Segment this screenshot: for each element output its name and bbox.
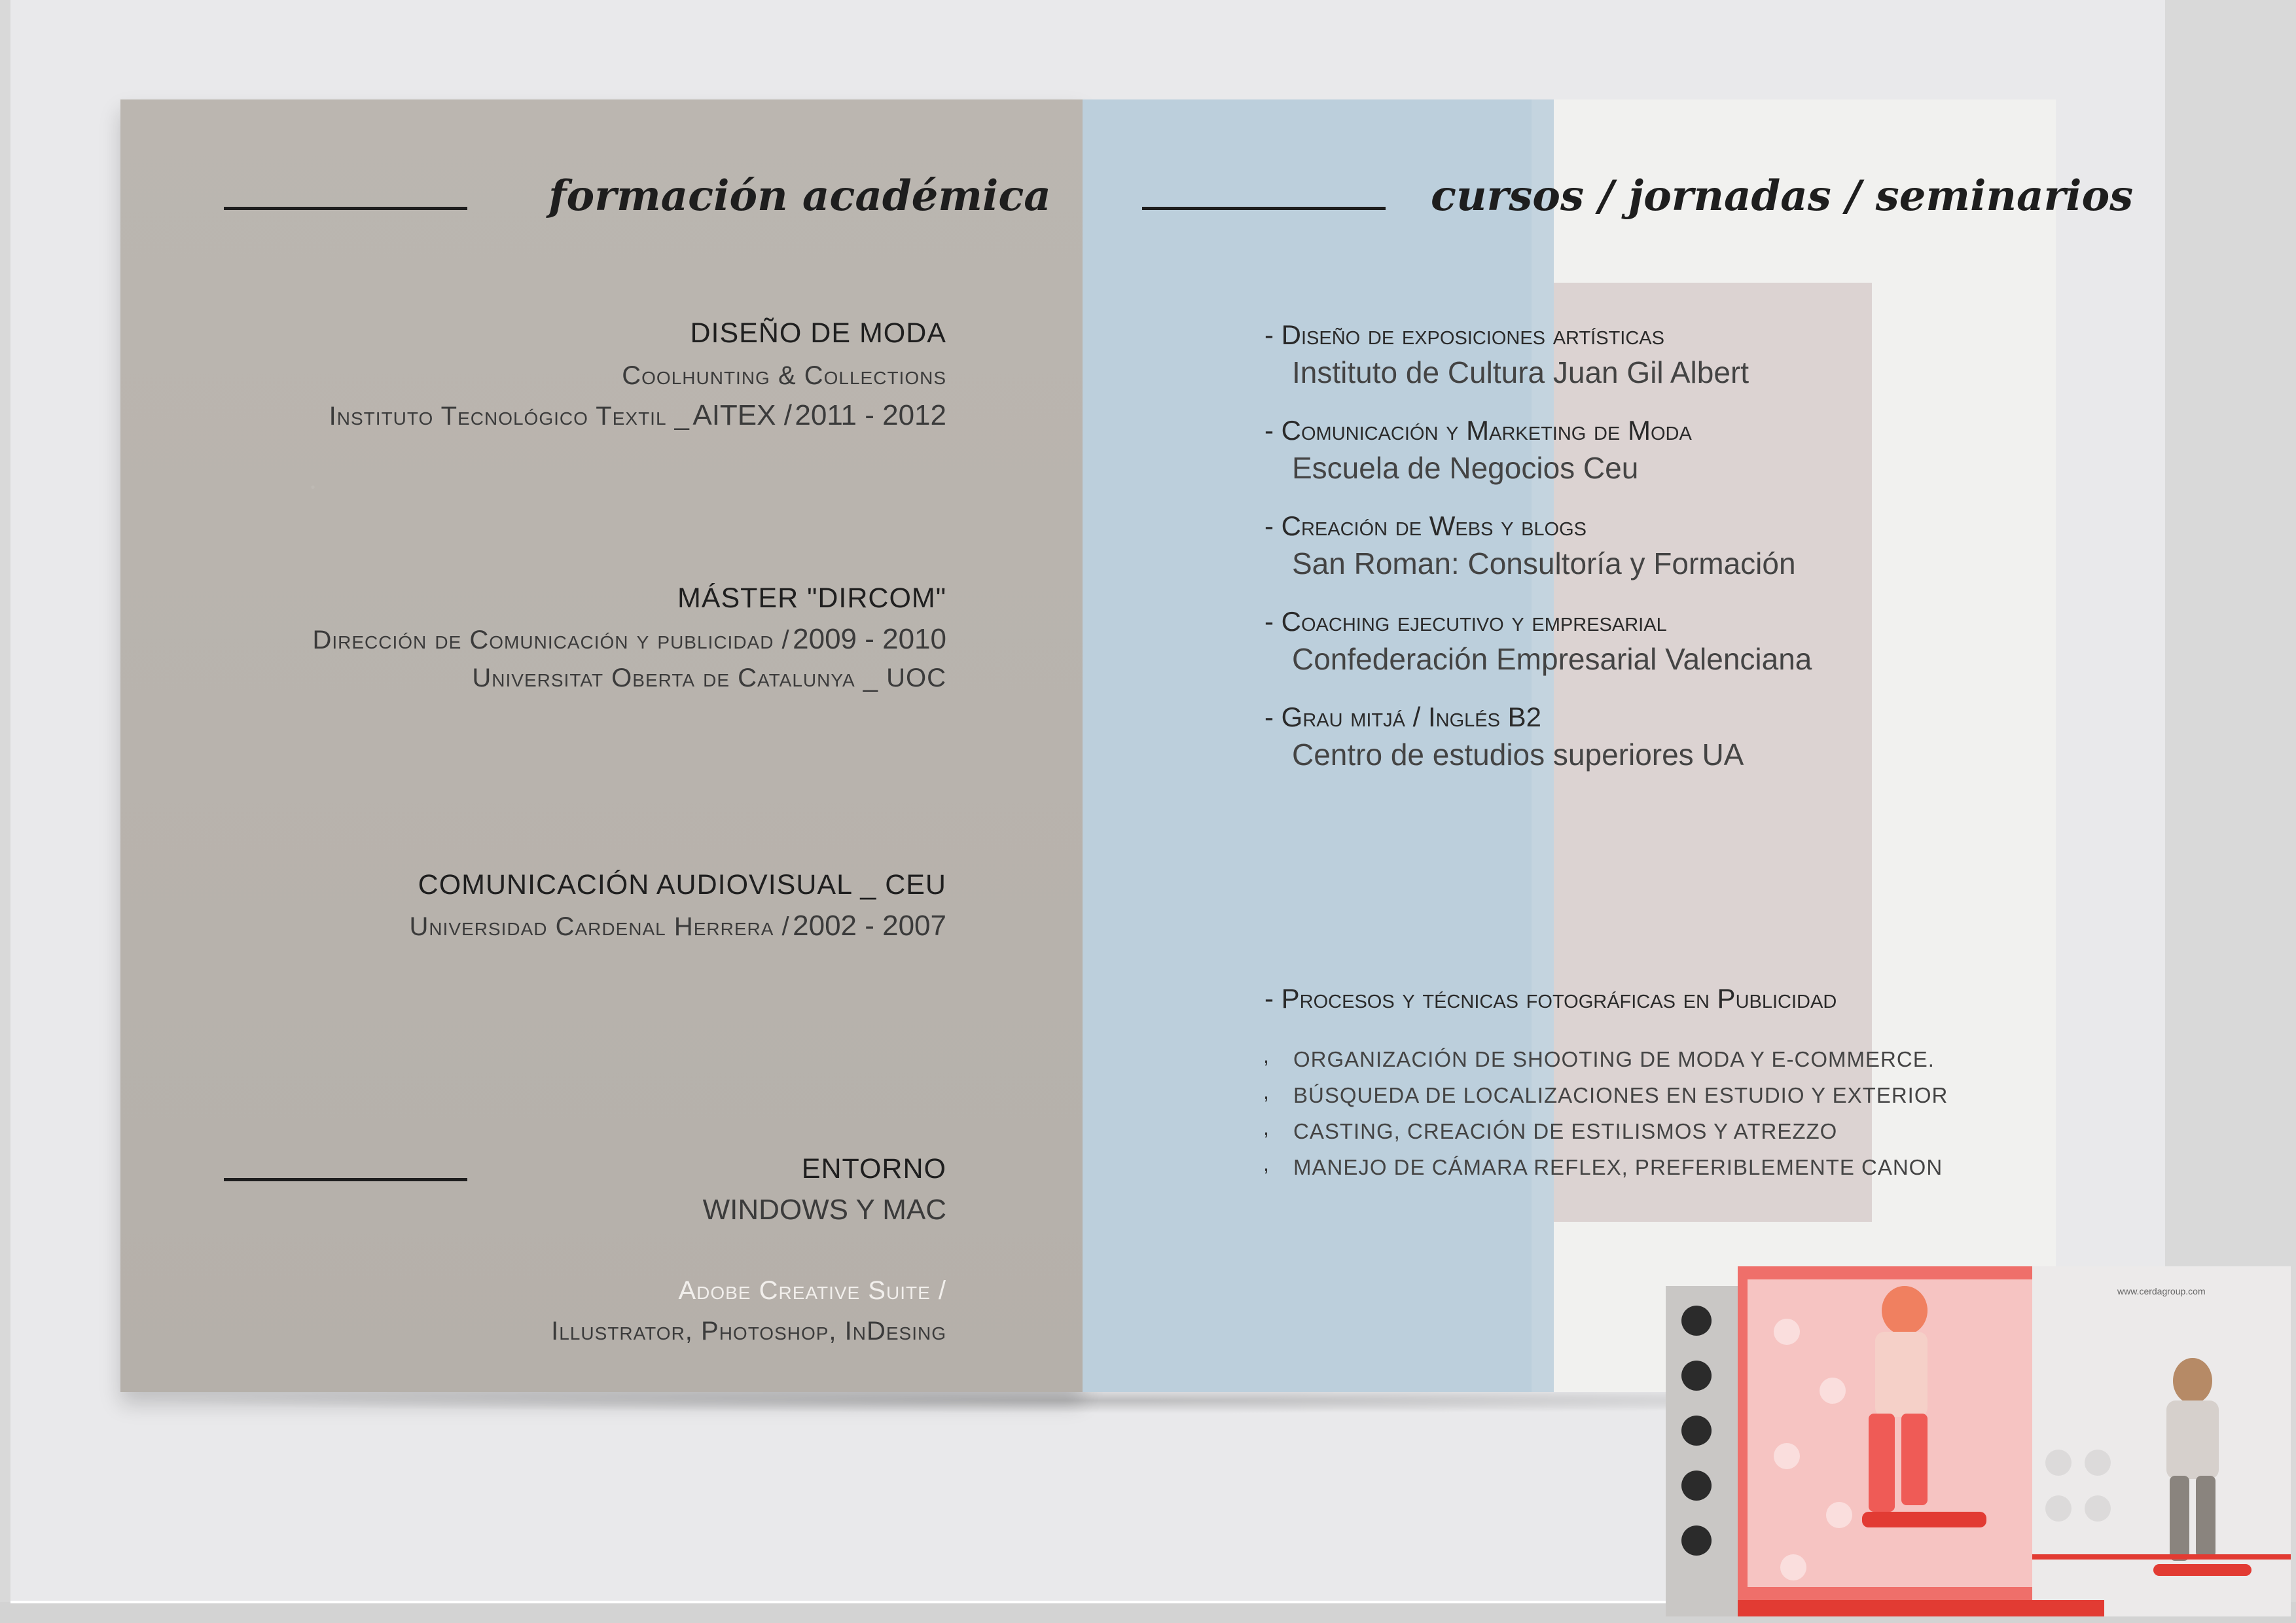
education-line-1-1: Coolhunting & Collections: [622, 361, 946, 390]
education-line-2-2: Universitat Oberta de Catalunya _ UOC: [472, 664, 946, 692]
environment-line-3: Illustrator, Photoshop, InDesing: [551, 1317, 946, 1346]
course-institution: Instituto de Cultura Juan Gil Albert: [1292, 355, 1749, 389]
thumbnail-red-stripe: [2032, 1554, 2291, 1560]
course-institution: San Roman: Consultoría y Formación: [1292, 546, 1796, 580]
education-heading-3: COMUNICACIÓN AUDIOVISUAL _ CEU: [418, 869, 946, 901]
courses-title: cursos / jornadas / seminarios: [1431, 171, 2134, 221]
course-item-5: [1265, 702, 1744, 772]
environment-line-1: WINDOWS Y MAC: [702, 1194, 946, 1226]
education-column: [120, 0, 946, 1440]
course-title: - Coaching ejecutivo y empresarial: [1265, 606, 1667, 637]
photo-course-bullet-4: MANEJO DE CÁMARA REFLEX, PREFERIBLEMENTE CANON: [1293, 1155, 1943, 1179]
title-rule-right: [1142, 207, 1386, 210]
education-heading-1: DISEÑO DE MODA: [690, 317, 946, 349]
education-dates-3: 2002 - 2007: [793, 910, 946, 942]
institution-acronym: AITEX /: [692, 399, 792, 431]
course-institution: Centro de estudios superiores UA: [1292, 738, 1744, 772]
thumbnail-url: www.cerdagroup.com: [2117, 1286, 2206, 1296]
bullet-dot: ,: [1263, 1080, 1269, 1103]
course-title: - Grau mitjá / Inglés B2: [1265, 702, 1542, 732]
education-dates-2: 2009 - 2010: [793, 623, 946, 655]
photo-course-title: - Procesos y técnicas fotográficas en Publicidad: [1265, 983, 1837, 1014]
education-line-1-2: [329, 399, 946, 432]
education-line-3-1: [409, 910, 946, 942]
bullet-dot: ,: [1263, 1152, 1269, 1175]
course-item-3: [1265, 510, 1796, 581]
education-dates-1: 2011 - 2012: [795, 399, 946, 431]
thumbnail-red-base: [1738, 1600, 2104, 1616]
program-name: Dirección de Comunicación y publicidad /: [312, 626, 790, 654]
course-title: - Creación de Webs y blogs: [1265, 510, 1587, 541]
photo-course-bullet-1: ORGANIZACIÓN DE SHOOTING DE MODA Y E-COMMERCE.: [1293, 1047, 1935, 1071]
environment-rule: [224, 1178, 467, 1181]
course-title: - Comunicación y Marketing de Moda: [1265, 415, 1692, 446]
photo-course: [1265, 983, 1837, 1014]
institution-name: Instituto Tecnológico Textil _: [329, 402, 690, 431]
environment-heading: ENTORNO: [801, 1153, 946, 1185]
portfolio-thumbnail: [1666, 1266, 2291, 1616]
education-heading-2: MÁSTER "DIRCOM": [677, 582, 946, 614]
education-line-2-1: [312, 623, 946, 656]
course-institution: Confederación Empresarial Valenciana: [1292, 642, 1812, 676]
environment-line-2: Adobe Creative Suite /: [678, 1276, 946, 1305]
course-title: - Diseño de exposiciones artísticas: [1265, 319, 1664, 350]
photo-course-bullet-2: BÚSQUEDA DE LOCALIZACIONES EN ESTUDIO Y EXTERIOR: [1293, 1083, 1948, 1107]
education-title: formación académica: [548, 171, 1051, 221]
university-name: Universidad Cardenal Herrera /: [409, 912, 790, 941]
course-institution: Escuela de Negocios Ceu: [1292, 451, 1639, 485]
course-item-2: [1265, 415, 1692, 486]
course-item-1: [1265, 319, 1749, 390]
photo-course-bullet-3: CASTING, CREACIÓN DE ESTILISMOS Y ATREZZO: [1293, 1119, 1838, 1143]
thumbnail-circles: [1674, 1286, 1726, 1616]
bullet-dot: ,: [1263, 1044, 1269, 1067]
bullet-dot: ,: [1263, 1116, 1269, 1139]
course-item-4: [1265, 606, 1812, 677]
